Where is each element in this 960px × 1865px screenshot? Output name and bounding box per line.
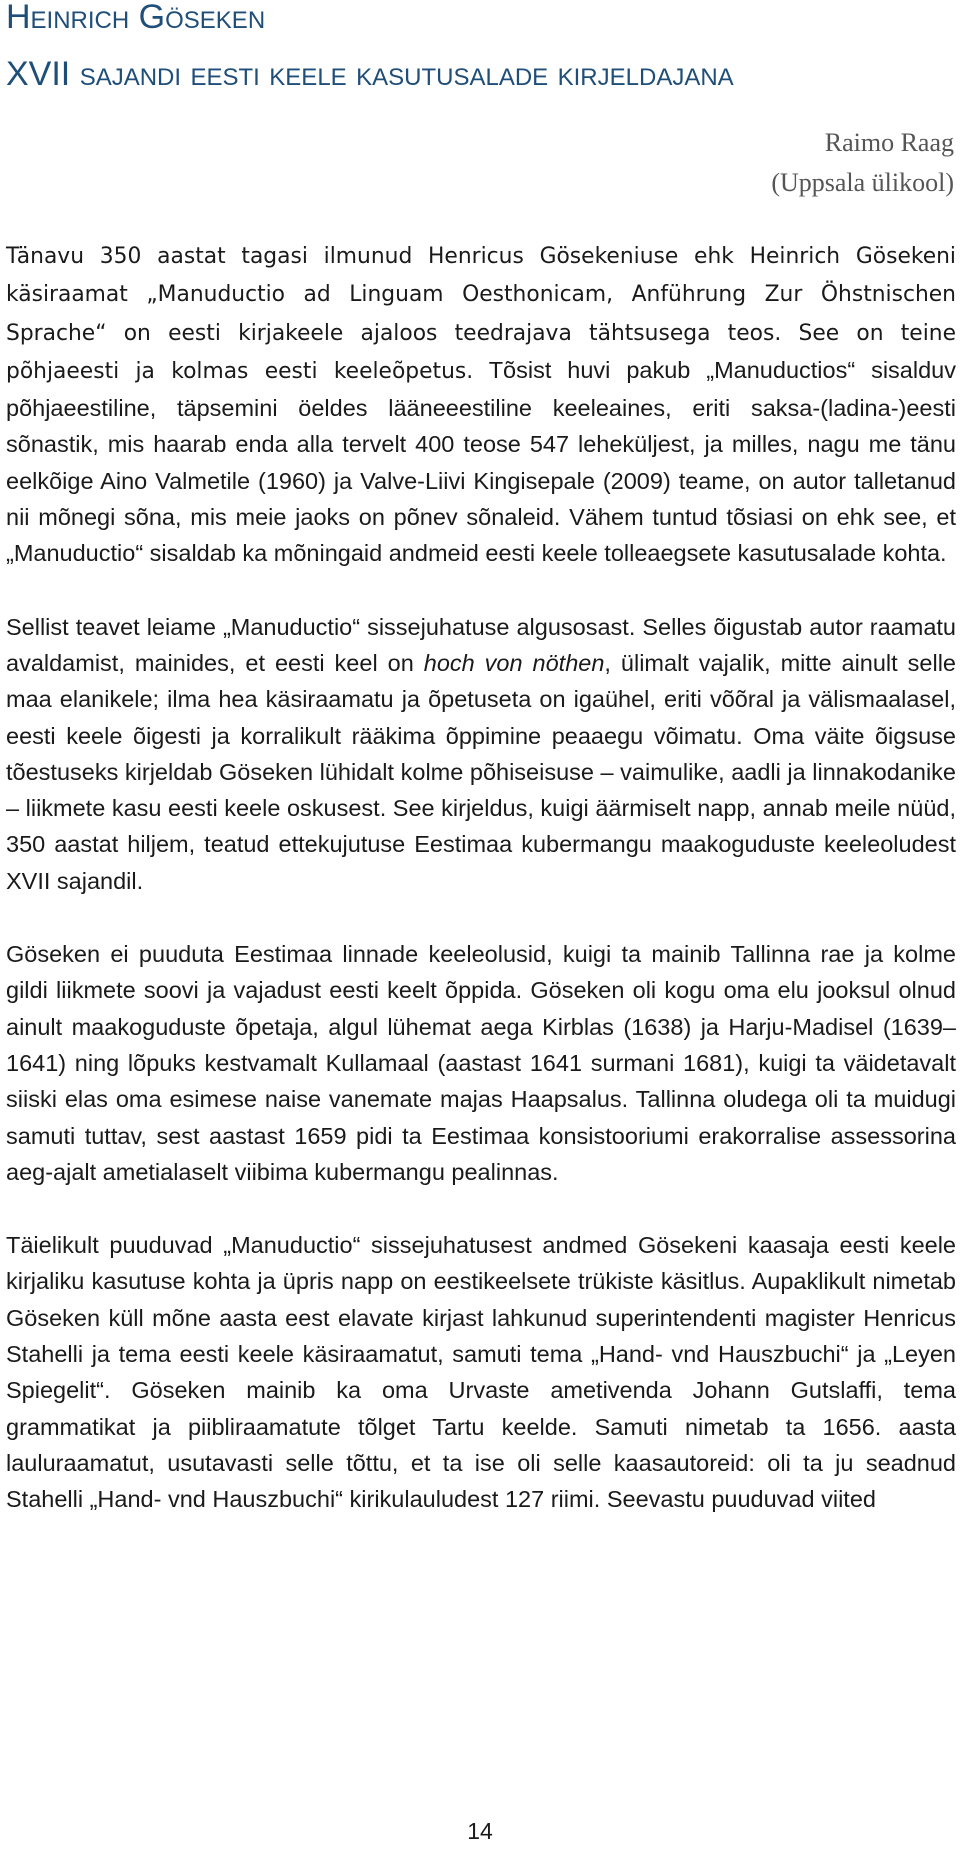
paragraph-2-part2: , ülimalt vajalik, mitte ainult selle maa elanikele; ilma hea käsiraamatu ja õpetuseta on igaühel, eriti võõral ja välismaalasel, eesti keele õigesti ja korralikult rääkima õppimine peaaegu võimatu. Oma väite õigsuse tõestuseks kirjeldab Göseken lühidalt kolme põhiseisuse – vaimulike, aadli ja linnakodanike – liikmete kasu eesti keele oskusest. See kirjeldus, kuigi äärmiselt napp, annab meile nüüd, 350 aastat hiljem, teatud ettekujutuse Eestimaa kubermangu maakoguduste keeleoludest XVII sajandil.: [6, 649, 956, 894]
author-affiliation: (Uppsala ülikool): [771, 168, 954, 197]
page-number: 14: [467, 1818, 493, 1844]
paragraph-1: [6, 237, 956, 572]
paragraph-3: Göseken ei puuduta Eestimaa linnade keeleolusid, kuigi ta mainib Tallinna rae ja kolme gildi liikmete soovi ja vajadust eesti keelt õppida. Göseken oli kogu oma elu jooksul olnud ainult maakoguduste õpetaja, algul lühemat aega Kirblas (1638) ja Harju-Madisel (1639–1641) ning lõpuks kestvamalt Kullamaal (aastast 1641 surmani 1681), kuigi ta väidetavalt siiski elas oma esimese naise vanemate majas Haapsalus. Tallinna oludega oli ta muidugi samuti tuttav, sest aastast 1659 pidi ta Eestimaa konsistooriumi erakorralise assessorina aeg-ajalt ametialaselt viibima kubermangu pealinnas.: [6, 941, 956, 1185]
paragraph-2-italic-phrase: hoch von nöthen: [423, 649, 605, 676]
author-name: Raimo Raag: [824, 128, 954, 157]
article-title-name: Heinrich Göseken: [6, 0, 266, 36]
paragraph-2-part1: Sellist teavet leiame „Manuductio“ sissejuhatuse algusosast. Selles õigustab autor raamatu avaldamist, mainides, et eesti keel on: [6, 613, 956, 676]
paragraph-1-rest: Tõsist huvi pakub „Manuductios“ sisalduv põhjaeestiline, täpsemini öeldes lääneeestiline keeleaines, eriti saksa-(ladina-)eesti sõnastik, mis haarab enda alla tervelt 400 teose 547 leheküljest, ja milles, nagu me tänu eelkõige Aino Valmetile (1960) ja Valve-Liivi Kingisepale (2009) teame, on autor talletanud nii mõnegi sõna, mis meie jaoks on põnev sõnaleid. Vähem tuntud tõsiasi on ehk see, et „Manuductio“ sisaldab ka mõningaid andmeid eesti keele tolleaegsete kasutusalade kohta.: [6, 356, 956, 567]
article-body: [6, 237, 956, 1555]
paragraph-1-opening: Tänavu 350 aastat tagasi ilmunud Henricus Gösekeniuse ehk Heinrich Gösekeni käsiraamat „Manuductio ad Linguam Oesthonicam, Anführung Zur Öhstnischen Sprache“ on eesti kirjakeele ajaloos teedrajava tähtsusega teos. See on teine põhjaeesti ja kolmas eesti keeleõpetus.: [6, 244, 956, 384]
paragraph-4: Täielikult puuduvad „Manuductio“ sissejuhatusest andmed Gösekeni kaasaja eesti keele kirjaliku kasutuse kohta ja üpris napp on eestikeelsete trükiste käsitlus. Aupaklikult nimetab Göseken küll mõne aasta eest elavate kirjast lahkunud superintendenti magister Henricus Stahelli ja tema eesti keele käsiraamatut, samuti tema „Hand- vnd Hauszbuchi“ ja „Leyen Spiegelit“. Göseken mainib ka oma Urvaste ametivenda Johann Gutslaffi, tema grammatikat ja piibliraamatute tõlget Tartu keelde. Samuti nimetab ta 1656. aasta lauluraamatut, usutavasti selle tõttu, et ta ise oli selle kaasautoreid: oli ta ju seadnud Stahelli „Hand- vnd Hauszbuchi“ kirikulauludest 127 riimi. Seevastu puuduvad viited: [6, 1232, 956, 1513]
paragraph-2: [6, 609, 956, 899]
article-title-subtitle: XVII sajandi eesti keele kasutusalade kirjeldajana: [6, 55, 734, 93]
